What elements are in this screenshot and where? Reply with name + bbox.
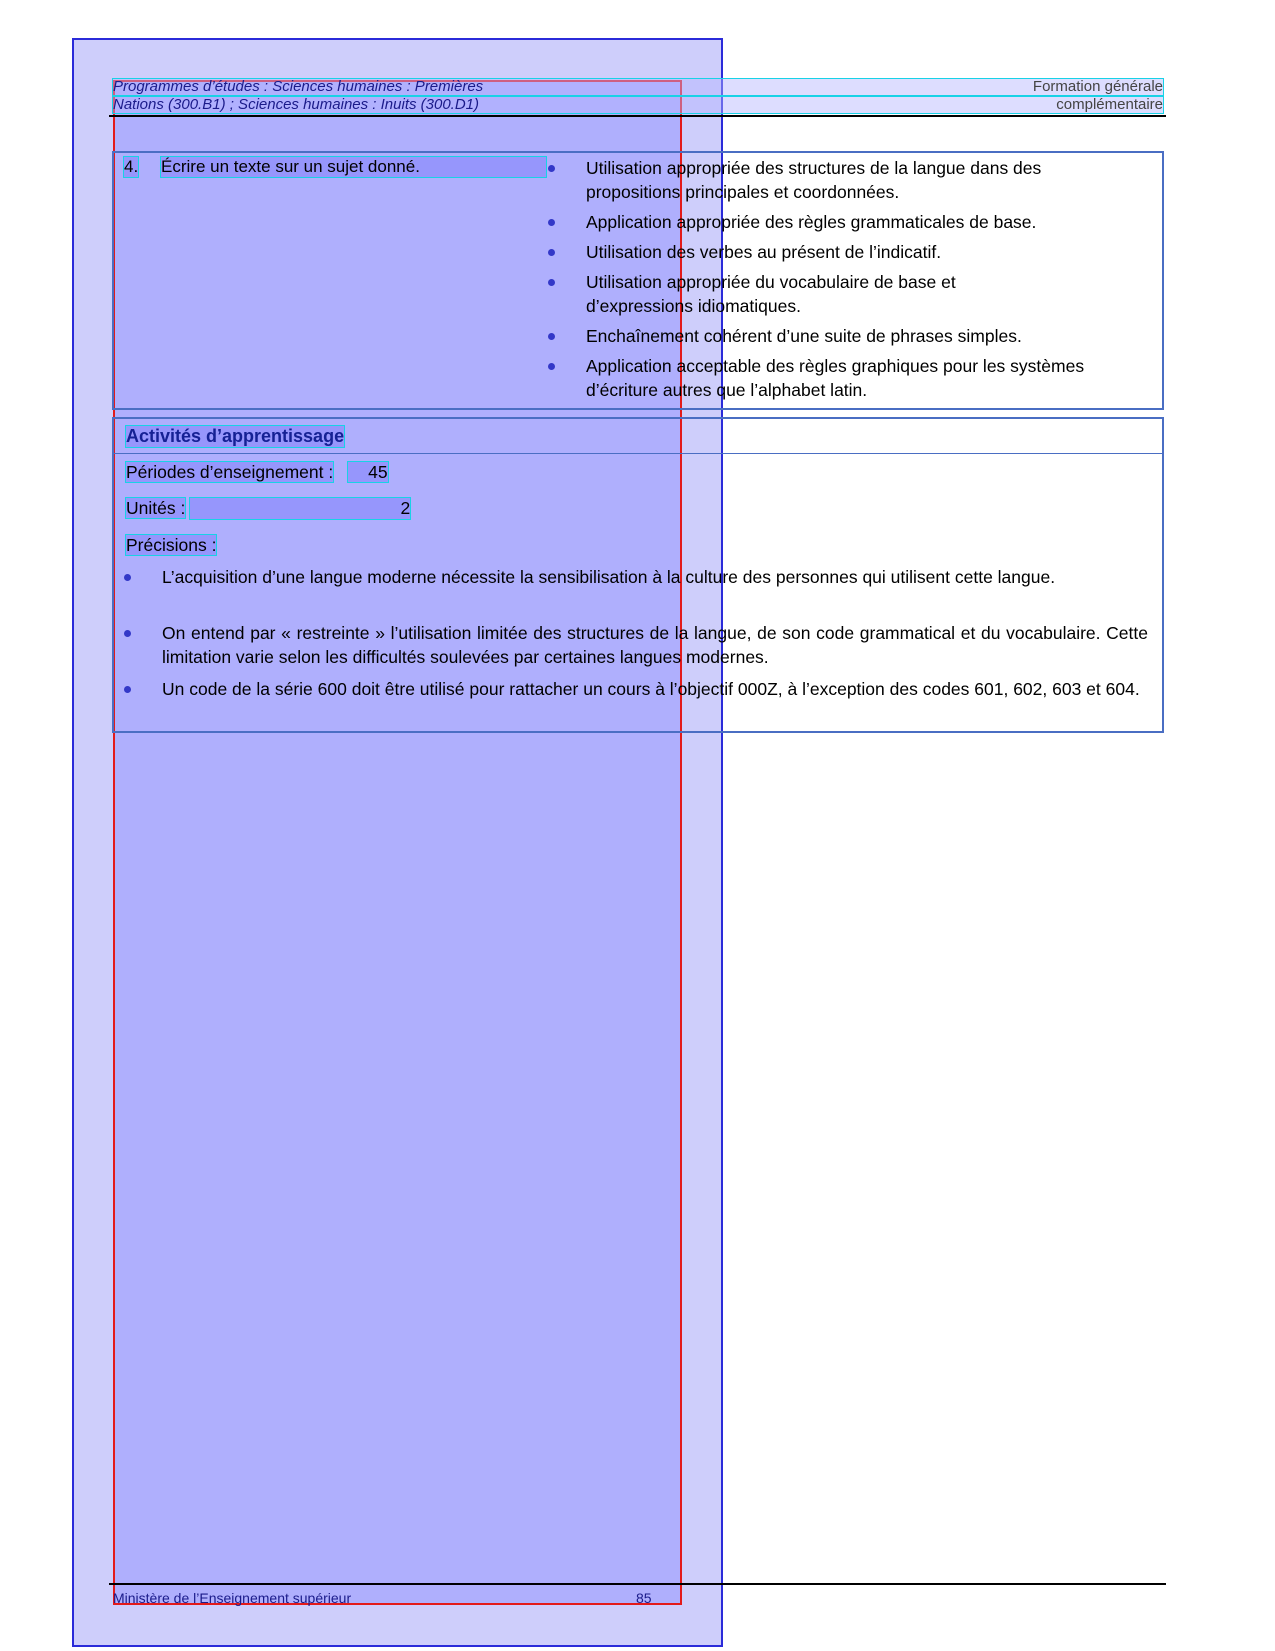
criterion-item xyxy=(548,240,1138,264)
header-left-line-2: Nations (300.B1) ; Sciences humaines : Inuits (300.D1) xyxy=(113,96,480,113)
precision-item xyxy=(124,565,1148,589)
header-left-line-1: Programmes d’études : Sciences humaines : Premières xyxy=(113,78,484,95)
activities-separator xyxy=(113,453,1162,454)
precision-text: L’acquisition d’une langue moderne nécessite la sensibilisation à la culture des personnes qui utilisent cette langue. xyxy=(162,567,1056,587)
objective-number: 4. xyxy=(124,157,139,176)
precision-item xyxy=(124,677,1148,701)
bullet-icon xyxy=(124,574,131,581)
bullet-icon xyxy=(548,279,555,286)
bullet-icon xyxy=(124,686,131,693)
precision-item xyxy=(124,621,1148,669)
criterion-text: Enchaînement cohérent d’une suite de phrases simples. xyxy=(586,326,1022,346)
header-right-line-2: complémentaire xyxy=(1056,96,1163,113)
criterion-item xyxy=(548,270,1018,318)
periods-value: 45 xyxy=(348,462,387,482)
units-value: 2 xyxy=(190,498,410,519)
activities-title: Activités d’apprentissage xyxy=(126,426,345,446)
precision-text: On entend par « restreinte » l’utilisation limitée des structures de la langue, de son code grammatical et du vocabulaire. Cette limitation varie selon les difficultés soulevées par certaines langues modernes. xyxy=(162,623,1148,667)
precisions-field xyxy=(126,535,216,556)
criterion-text: Utilisation appropriée du vocabulaire de base et d’expressions idiomatiques. xyxy=(586,272,956,316)
periods-label: Périodes d’enseignement : xyxy=(126,462,334,482)
criterion-item xyxy=(548,354,1108,402)
criterion-text: Application appropriée des règles grammaticales de base. xyxy=(586,212,1037,232)
bullet-icon xyxy=(548,249,555,256)
units-field xyxy=(126,498,410,519)
criterion-text: Utilisation des verbes au présent de l’indicatif. xyxy=(586,242,942,262)
bullet-icon xyxy=(548,219,555,226)
header-rule xyxy=(109,115,1166,117)
bullet-icon xyxy=(548,165,555,172)
footer-ministry: Ministère de l’Enseignement supérieur xyxy=(113,1590,352,1606)
bullet-icon xyxy=(548,363,555,370)
footer-rule xyxy=(109,1583,1166,1585)
precisions-label: Précisions : xyxy=(126,535,217,555)
periods-field xyxy=(126,462,388,483)
precision-text: Un code de la série 600 doit être utilisé pour rattacher un cours à l’objectif 000Z, à l’exception des codes 601, 602, 603 et 604. xyxy=(162,679,1140,699)
criterion-text: Application acceptable des règles graphiques pour les systèmes d’écriture autres que l’alphabet latin. xyxy=(586,356,1085,400)
bullet-icon xyxy=(548,333,555,340)
criterion-item xyxy=(548,324,1138,348)
header-right-line-1: Formation générale xyxy=(1032,78,1163,95)
criterion-item xyxy=(548,156,1138,204)
bullet-icon xyxy=(124,630,131,637)
objective-text: Écrire un texte sur un sujet donné. xyxy=(161,157,546,177)
page-number: 85 xyxy=(636,1590,652,1606)
criterion-text: Utilisation appropriée des structures de la langue dans des propositions principales et coordonnées. xyxy=(586,158,1042,202)
criterion-item xyxy=(548,210,1138,234)
units-label: Unités : xyxy=(126,498,186,518)
